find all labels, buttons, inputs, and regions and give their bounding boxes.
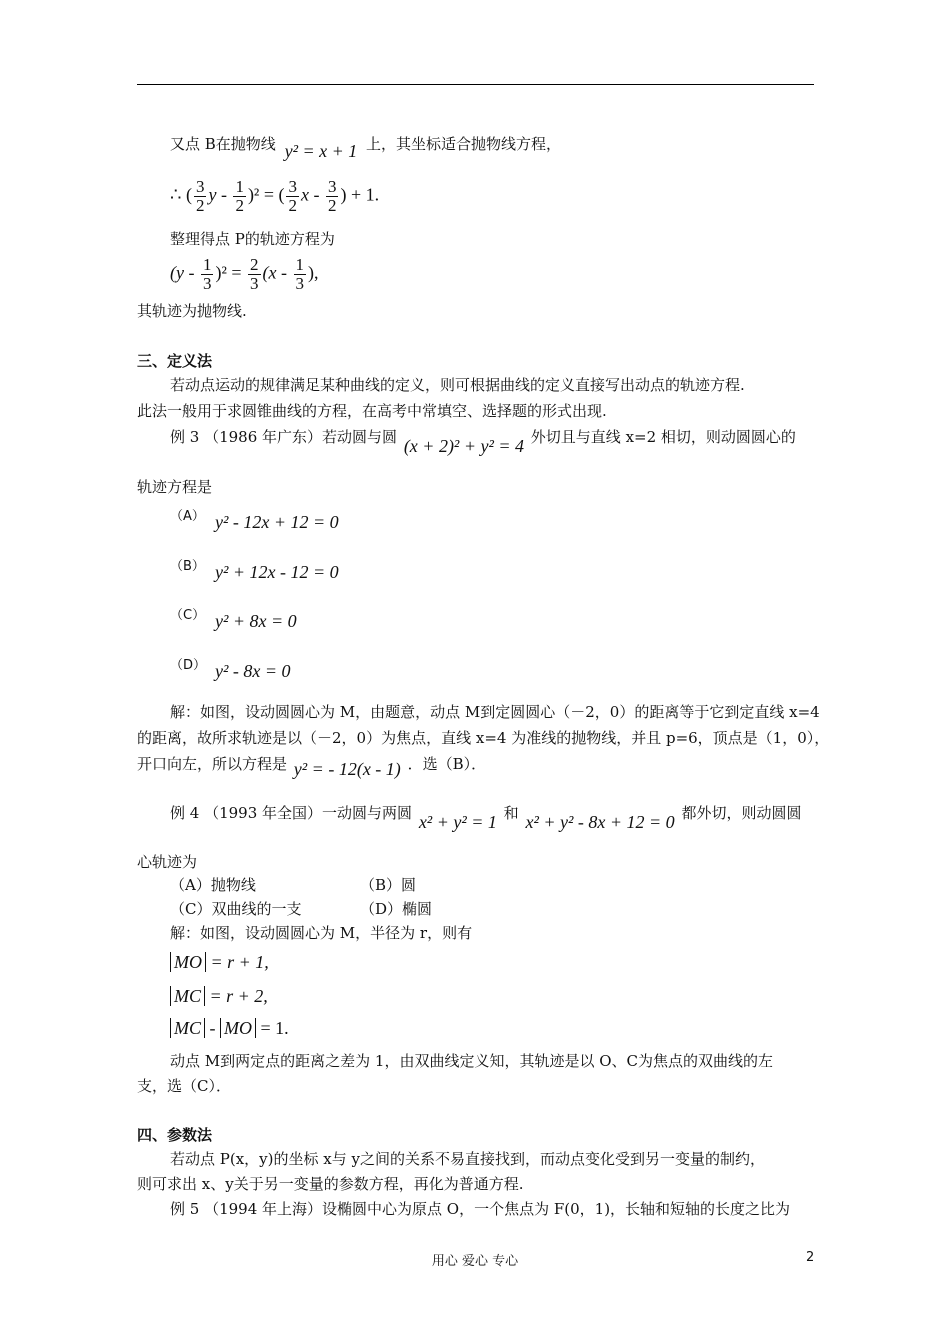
equation-line — [170, 178, 379, 215]
header-rule — [137, 84, 814, 85]
equation: y² = x + 1 — [284, 141, 358, 161]
text-line: 其轨迹为抛物线. — [137, 302, 247, 320]
denominator: 3 — [250, 274, 259, 293]
fraction — [248, 256, 261, 293]
section-heading: 三、定义法 — [137, 352, 213, 370]
paragraph: 动点 M到两定点的距离之差为 1，由双曲线定义知，其轨迹是以 O、C为焦点的双曲线的左 — [170, 1052, 773, 1070]
eq-part: )² = — [215, 262, 247, 283]
option-label: （D） — [170, 658, 207, 673]
section-heading: 四、参数法 — [137, 1126, 213, 1144]
equation: (x + 2)² + y² = 4 — [403, 436, 525, 456]
paragraph: 则可求出 x、y关于另一变量的参数方程，再化为普通方程. — [137, 1175, 524, 1193]
numerator: 1 — [235, 177, 244, 196]
text: 又点 B在抛物线 — [170, 135, 276, 153]
paragraph — [137, 752, 487, 779]
option-label: （A） — [170, 509, 205, 524]
equation: x² + y² = 1 — [418, 812, 497, 832]
fraction — [326, 178, 339, 215]
text: 上，其坐标适合抛物线方程， — [366, 135, 562, 153]
paragraph: 解：如图，设动圆圆心为 M，由题意，动点 M到定圆圆心（－2，0）的距离等于它到定直线 x=4 — [170, 703, 820, 721]
eq-part: y - — [208, 184, 232, 205]
fraction — [286, 178, 299, 215]
example-line — [170, 425, 796, 456]
text-line: 整理得点 P的轨迹方程为 — [170, 230, 335, 248]
abs-value: MC — [170, 986, 205, 1006]
fraction — [294, 256, 307, 293]
abs-value: MO — [220, 1018, 256, 1038]
denominator: 2 — [288, 196, 297, 215]
equation-line — [170, 1017, 289, 1039]
denominator: 3 — [295, 274, 305, 293]
denominator: 2 — [327, 196, 337, 215]
page-number: 2 — [806, 1250, 815, 1265]
option-equation: y² + 8x = 0 — [215, 611, 297, 631]
eq-part: (y - — [170, 262, 199, 283]
paragraph: 若动点运动的规律满足某种曲线的定义，则可根据曲线的定义直接写出动点的轨迹方程. — [170, 376, 745, 394]
eq-part: x - — [300, 184, 324, 205]
option-label: （B） — [170, 559, 205, 574]
eq-part: = 1. — [256, 1018, 289, 1038]
eq-part: )² = ( — [247, 184, 285, 205]
option-equation: y² + 12x - 12 = 0 — [215, 562, 339, 582]
option-equation: y² - 8x = 0 — [215, 661, 291, 681]
equation-line — [170, 951, 269, 973]
option-equation: y² - 12x + 12 = 0 — [215, 512, 339, 532]
equation-line — [170, 985, 268, 1007]
option-label: （D）椭圆 — [360, 900, 433, 918]
numerator: 1 — [202, 255, 212, 274]
numerator: 2 — [250, 255, 259, 274]
text: 外切且与直线 x=2 相切，则动圆圆心的 — [530, 428, 796, 446]
eq-part: = r + 2, — [205, 986, 268, 1006]
abs-value: MC — [170, 1018, 205, 1038]
numerator: 3 — [327, 177, 337, 196]
paragraph: 此法一般用于求圆锥曲线的方程，在高考中常填空、选择题的形式出现. — [137, 402, 607, 420]
text: 开口向左，所以方程是 — [137, 755, 288, 773]
denominator: 2 — [195, 196, 205, 215]
text-line — [170, 132, 562, 161]
option-label: （C）双曲线的一支 — [170, 900, 302, 918]
paragraph: 解：如图，设动圆圆心为 M，半径为 r，则有 — [170, 924, 473, 942]
example-line — [170, 801, 802, 832]
numerator: 1 — [295, 255, 305, 274]
text-line: 轨迹方程是 — [137, 478, 213, 496]
option-label: （A）抛物线 — [170, 876, 256, 894]
equation-line — [170, 256, 319, 293]
eq-part: (x - — [262, 262, 292, 283]
eq-part: - — [205, 1018, 220, 1038]
eq-part: = r + 1, — [206, 952, 269, 972]
paragraph: 的距离，故所求轨迹是以（－2，0）为焦点，直线 x=4 为准线的抛物线，并且 p=6，顶点是（1，0）， — [137, 729, 830, 747]
paragraph: 例 5 （1994 年上海）设椭圆中心为原点 O，一个焦点为 F(0，1)，长轴和短轴的长度之比为 — [170, 1200, 791, 1218]
denominator: 3 — [202, 274, 212, 293]
paragraph: 支，选（C）． — [137, 1077, 231, 1095]
eq-part: ), — [308, 262, 319, 283]
eq-part: ∴ ( — [170, 184, 192, 205]
denominator: 2 — [235, 196, 244, 215]
fraction — [233, 178, 246, 215]
fraction — [201, 256, 214, 293]
text: 和 — [503, 804, 519, 822]
fraction — [194, 178, 207, 215]
equation: y² = - 12(x - 1) — [293, 759, 401, 779]
option-label: （B）圆 — [360, 876, 417, 894]
eq-part: ) + 1. — [340, 184, 380, 205]
numerator: 3 — [195, 177, 205, 196]
text: ．选（B）． — [407, 755, 487, 773]
abs-value: MO — [170, 952, 206, 972]
numerator: 3 — [288, 177, 297, 196]
text-line: 心轨迹为 — [137, 853, 198, 871]
text: 都外切，则动圆圆 — [681, 804, 802, 822]
text: 例 3 （1986 年广东）若动圆与圆 — [170, 428, 398, 446]
option-label: （C） — [170, 608, 206, 623]
paragraph: 若动点 P(x，y)的坐标 x与 y之间的关系不易直接找到，而动点变化受到另一变量的制约， — [170, 1150, 765, 1168]
equation: x² + y² - 8x + 12 = 0 — [525, 812, 675, 832]
page-footer: 用心 爱心 专心 — [431, 1254, 519, 1269]
text: 例 4 （1993 年全国）一动圆与两圆 — [170, 804, 413, 822]
